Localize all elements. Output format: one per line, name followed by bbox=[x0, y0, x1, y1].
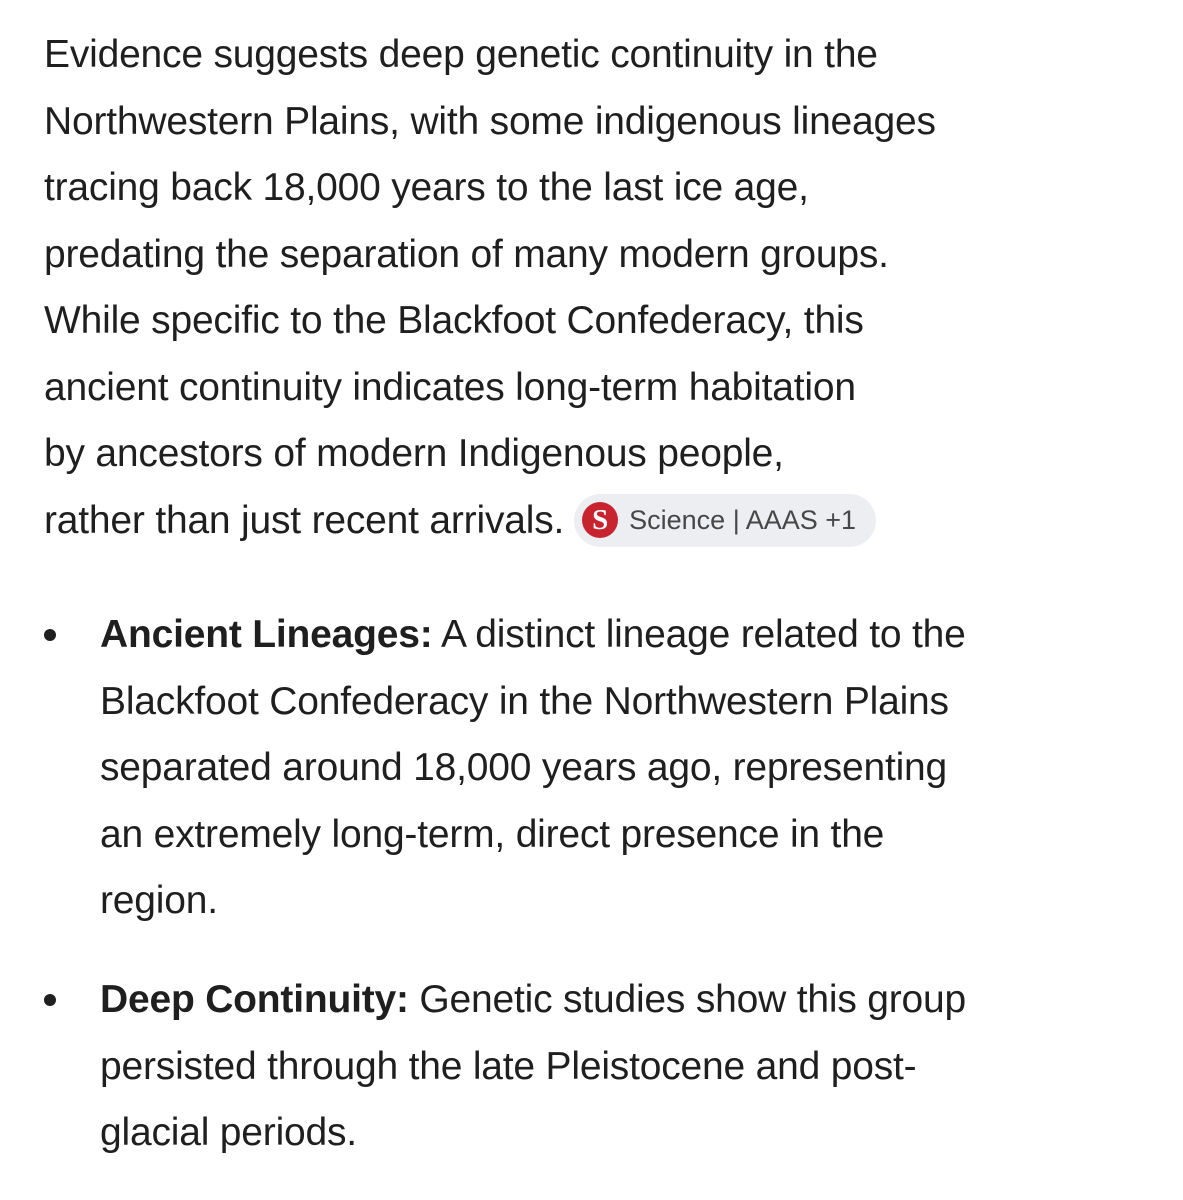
intro-paragraph bbox=[44, 22, 1144, 554]
bullet-first-line bbox=[100, 602, 1144, 669]
bullet-first-line bbox=[100, 967, 1144, 1034]
bullet-term: Deep Continuity: bbox=[100, 978, 409, 1021]
citation-label: Science | AAAS +1 bbox=[629, 504, 857, 535]
intro-last-line bbox=[44, 488, 1144, 555]
intro-line: tracing back 18,000 years to the last ice age, bbox=[44, 166, 809, 209]
intro-line: Northwestern Plains, with some indigenous lineages bbox=[44, 99, 936, 143]
science-s-logo-icon: S bbox=[582, 502, 618, 538]
intro-line: predating the separation of many modern groups. bbox=[44, 232, 889, 276]
bullet-dot-icon bbox=[44, 629, 56, 641]
bullet-text: A distinct lineage related to the bbox=[432, 613, 966, 656]
list-item bbox=[44, 967, 1144, 1167]
intro-line: ancient continuity indicates long-term habitation bbox=[44, 365, 856, 409]
bullet-list bbox=[44, 602, 1144, 935]
intro-line: rather than just recent arrivals. bbox=[44, 498, 565, 542]
bullet-line: separated around 18,000 years ago, representing bbox=[100, 746, 948, 789]
intro-line: Evidence suggests deep genetic continuity in the bbox=[44, 33, 878, 76]
bullet-line: an extremely long-term, direct presence in the bbox=[100, 812, 885, 856]
bullet-text: Genetic studies show this group bbox=[408, 978, 967, 1021]
bullet-list bbox=[44, 967, 1144, 1167]
citation-chip[interactable] bbox=[574, 494, 876, 547]
bullet-line: region. bbox=[100, 879, 218, 922]
bullet-term: Ancient Lineages: bbox=[100, 613, 433, 656]
list-item bbox=[44, 602, 1144, 935]
intro-line: While specific to the Blackfoot Confederacy, this bbox=[44, 299, 864, 342]
bullet-line: Blackfoot Confederacy in the Northwestern Plains bbox=[100, 679, 949, 723]
bullet-line: glacial periods. bbox=[100, 1111, 357, 1154]
bullet-line: persisted through the late Pleistocene and post- bbox=[100, 1044, 917, 1088]
bullet-dot-icon bbox=[44, 994, 56, 1006]
answer-content bbox=[44, 22, 1144, 1154]
intro-line: by ancestors of modern Indigenous people, bbox=[44, 432, 784, 475]
